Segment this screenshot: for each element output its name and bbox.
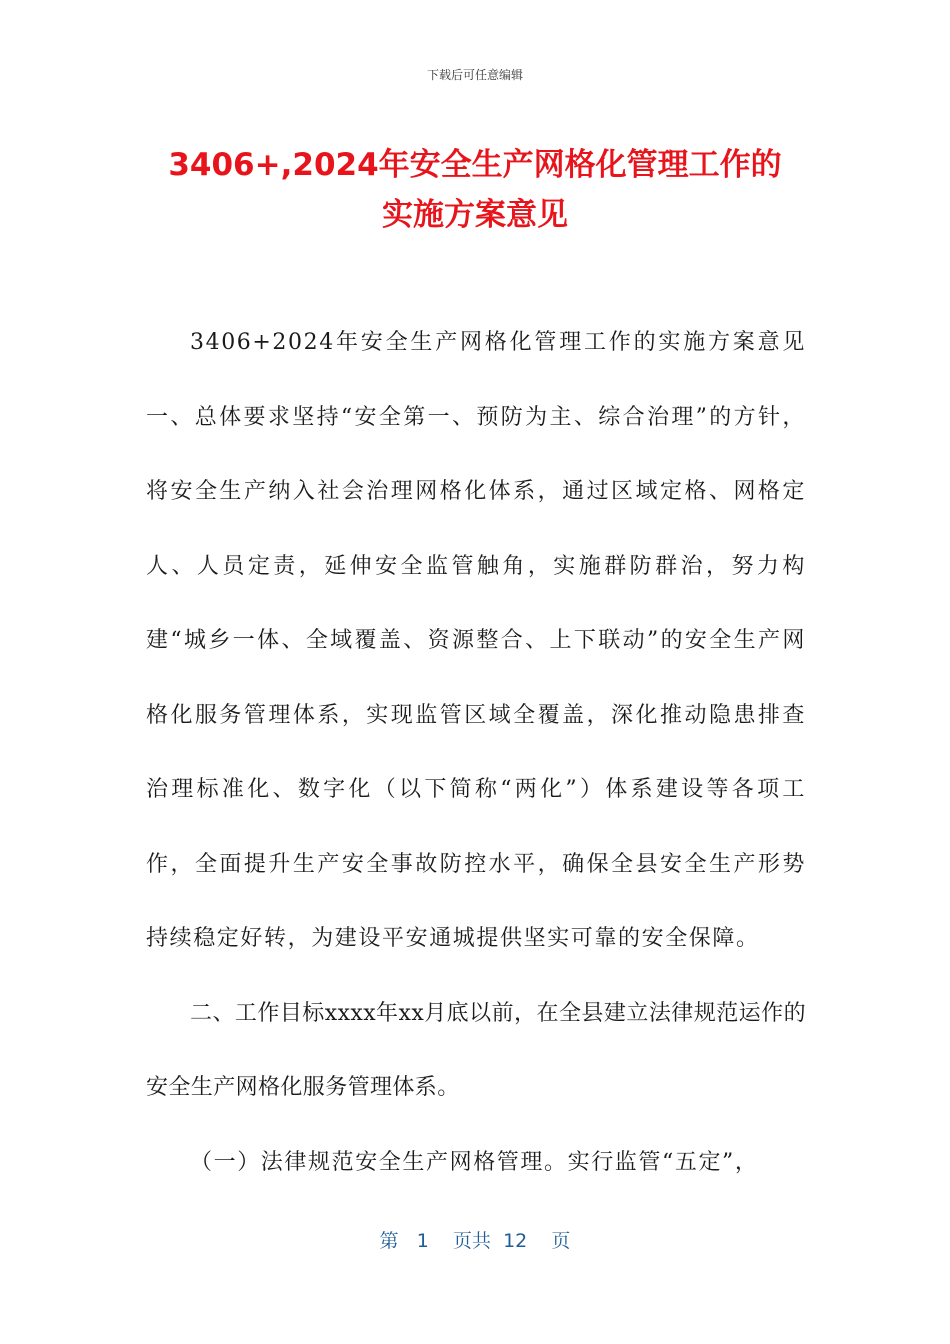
footer-suffix: 页	[551, 1230, 571, 1252]
paragraph-3: （一）法律规范安全生产网格管理。实行监管“五定”，	[190, 1149, 759, 1175]
footer-total-pages: 12	[503, 1230, 528, 1252]
paragraph-1: 3406+2024年安全生产网格化管理工作的实施方案意见一、总体要求坚持“安全第一、预防为主、综合治理”的方针，将安全生产纳入社会治理网格化体系，通过区域定格、网格定人、人员定责，延伸安全监管触角，实施群防群治，努力构建“城乡一体、全域覆盖、资源整合、上下联动”的安全生产网格化服务管理体系，实现监管区域全覆盖，深化推动隐患排查治理标准化、数字化（以下简称“两化”）体系建设等各项工作，全面提升生产安全事故防控水平，确保全县安全生产形势持续稳定好转，为建设平安通城提供坚实可靠的安全保障。	[146, 330, 806, 951]
title-line-1: 3406+,2024年安全生产网格化管理工作的	[168, 147, 782, 183]
footer-mid: 页共	[452, 1230, 491, 1252]
footer-prefix: 第	[379, 1230, 399, 1252]
paragraph-2: 二、工作目标xxxx年xx月底以前，在全县建立法律规范运作的安全生产网格化服务管理体系。	[146, 1000, 806, 1100]
header-note: 下载后可任意编辑	[426, 68, 523, 82]
footer-page-number: 1	[416, 1230, 429, 1252]
title-line-2: 实施方案意见	[382, 197, 568, 233]
document-title	[120, 140, 830, 240]
page-footer	[0, 1226, 950, 1253]
document-body	[146, 306, 806, 1200]
